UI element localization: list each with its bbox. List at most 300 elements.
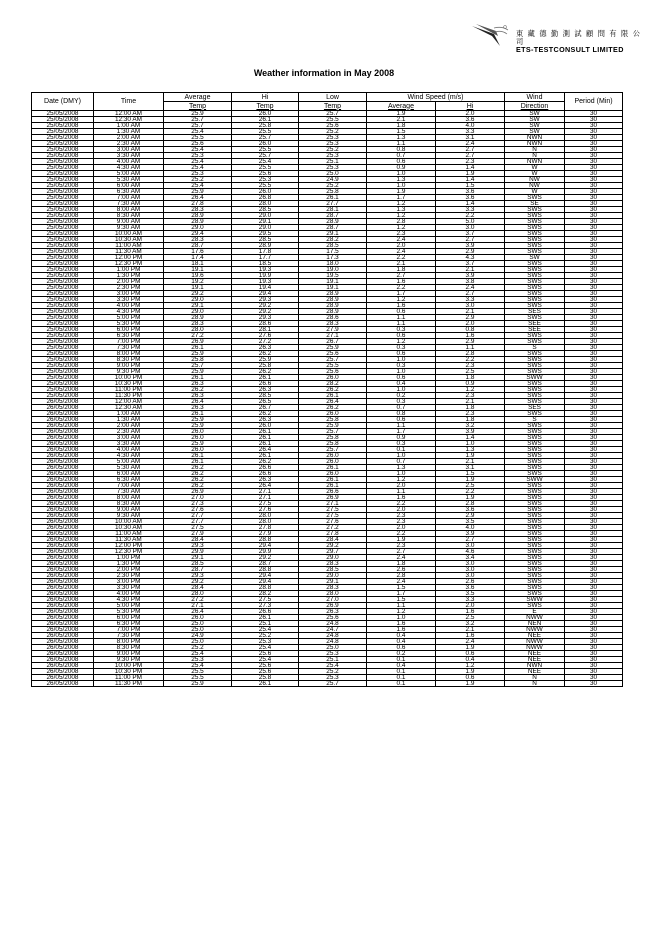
cell-date: 26/05/2008: [32, 507, 94, 513]
cell-wind-direction: SE: [505, 201, 565, 207]
cell-avg-temp: 29.0: [164, 225, 232, 231]
cell-wind-hi: 1.4: [436, 435, 505, 441]
cell-wind-avg: 0.3: [367, 363, 436, 369]
cell-wind-hi: 2.2: [436, 213, 505, 219]
cell-wind-avg: 1.5: [367, 129, 436, 135]
cell-period: 30: [565, 621, 623, 627]
cell-time: 3:30 AM: [94, 153, 164, 159]
cell-wind-avg: 1.0: [367, 369, 436, 375]
cell-period: 30: [565, 243, 623, 249]
cell-wind-hi: 1.6: [436, 333, 505, 339]
cell-hi-temp: 26.1: [232, 681, 299, 687]
cell-period: 30: [565, 189, 623, 195]
cell-wind-direction: NEN: [505, 621, 565, 627]
cell-avg-temp: 26.4: [164, 195, 232, 201]
cell-time: 2:00 AM: [94, 135, 164, 141]
cell-hi-temp: 29.4: [232, 579, 299, 585]
cell-wind-direction: SWS: [505, 399, 565, 405]
table-row: [32, 141, 623, 147]
cell-period: 30: [565, 435, 623, 441]
cell-low-temp: 28.9: [299, 309, 367, 315]
cell-time: 12:30 AM: [94, 405, 164, 411]
cell-period: 30: [565, 579, 623, 585]
cell-period: 30: [565, 543, 623, 549]
cell-period: 30: [565, 381, 623, 387]
cell-time: 1:30 PM: [94, 561, 164, 567]
cell-time: 8:00 PM: [94, 639, 164, 645]
cell-wind-hi: 3.6: [436, 189, 505, 195]
cell-hi-temp: 28.5: [232, 393, 299, 399]
table-row: [32, 441, 623, 447]
cell-avg-temp: 26.9: [164, 339, 232, 345]
cell-wind-hi: 1.9: [436, 171, 505, 177]
cell-low-temp: 25.7: [299, 357, 367, 363]
cell-wind-direction: SWS: [505, 537, 565, 543]
cell-date: 25/05/2008: [32, 207, 94, 213]
cell-wind-direction: S: [505, 417, 565, 423]
cell-avg-temp: 27.8: [164, 201, 232, 207]
cell-time: 3:30 PM: [94, 297, 164, 303]
cell-time: 3:00 AM: [94, 147, 164, 153]
cell-time: 12:00 PM: [94, 255, 164, 261]
cell-wind-direction: NEE: [505, 633, 565, 639]
cell-date: 26/05/2008: [32, 657, 94, 663]
table-row: [32, 621, 623, 627]
cell-time: 10:00 PM: [94, 375, 164, 381]
cell-hi-temp: 26.7: [232, 405, 299, 411]
cell-avg-temp: 27.0: [164, 495, 232, 501]
cell-hi-temp: 26.3: [232, 417, 299, 423]
cell-low-temp: 24.8: [299, 633, 367, 639]
cell-hi-temp: 25.1: [232, 621, 299, 627]
cell-wind-direction: SWS: [505, 591, 565, 597]
cell-hi-temp: 26.6: [232, 471, 299, 477]
cell-wind-direction: SWS: [505, 513, 565, 519]
table-row: [32, 381, 623, 387]
cell-avg-temp: 25.9: [164, 369, 232, 375]
cell-period: 30: [565, 537, 623, 543]
cell-wind-hi: 3.0: [436, 225, 505, 231]
cell-time: 12:30 PM: [94, 261, 164, 267]
cell-wind-hi: 0.8: [436, 327, 505, 333]
cell-avg-temp: 26.0: [164, 435, 232, 441]
cell-low-temp: 26.1: [299, 393, 367, 399]
cell-avg-temp: 25.2: [164, 645, 232, 651]
cell-period: 30: [565, 459, 623, 465]
cell-wind-direction: SWS: [505, 441, 565, 447]
cell-time: 2:30 AM: [94, 429, 164, 435]
cell-wind-hi: 3.7: [436, 231, 505, 237]
cell-period: 30: [565, 513, 623, 519]
cell-hi-temp: 26.3: [232, 477, 299, 483]
cell-wind-hi: 1.9: [436, 681, 505, 687]
cell-time: 5:00 PM: [94, 315, 164, 321]
cell-wind-direction: SWS: [505, 483, 565, 489]
cell-low-temp: 29.1: [299, 579, 367, 585]
cell-wind-avg: 2.4: [367, 249, 436, 255]
cell-time: 7:00 PM: [94, 627, 164, 633]
table-row: [32, 681, 623, 687]
cell-period: 30: [565, 255, 623, 261]
cell-period: 30: [565, 297, 623, 303]
cell-wind-direction: SWW: [505, 375, 565, 381]
cell-avg-temp: 28.5: [164, 561, 232, 567]
cell-avg-temp: 29.1: [164, 555, 232, 561]
cell-date: 26/05/2008: [32, 543, 94, 549]
cell-wind-hi: 2.7: [436, 537, 505, 543]
cell-wind-direction: SWS: [505, 519, 565, 525]
cell-wind-avg: 2.1: [367, 261, 436, 267]
table-row: [32, 129, 623, 135]
cell-wind-hi: 1.8: [436, 375, 505, 381]
cell-time: 2:30 AM: [94, 141, 164, 147]
cell-wind-direction: SWS: [505, 507, 565, 513]
cell-avg-temp: 27.1: [164, 603, 232, 609]
cell-avg-temp: 26.2: [164, 471, 232, 477]
cell-date: 25/05/2008: [32, 201, 94, 207]
cell-period: 30: [565, 249, 623, 255]
cell-avg-temp: 27.5: [164, 525, 232, 531]
table-row: [32, 669, 623, 675]
cell-wind-direction: SWS: [505, 525, 565, 531]
cell-wind-avg: 1.8: [367, 267, 436, 273]
cell-low-temp: 28.9: [299, 297, 367, 303]
cell-wind-avg: 2.4: [367, 579, 436, 585]
cell-avg-temp: 26.4: [164, 609, 232, 615]
cell-date: 25/05/2008: [32, 111, 94, 117]
cell-time: 9:00 AM: [94, 219, 164, 225]
cell-date: 26/05/2008: [32, 603, 94, 609]
cell-wind-hi: 3.9: [436, 273, 505, 279]
cell-date: 26/05/2008: [32, 597, 94, 603]
cell-time: 10:30 AM: [94, 525, 164, 531]
cell-period: 30: [565, 477, 623, 483]
cell-low-temp: 17.5: [299, 249, 367, 255]
cell-wind-direction: NWN: [505, 135, 565, 141]
cell-time: 9:30 PM: [94, 657, 164, 663]
cell-time: 4:00 AM: [94, 159, 164, 165]
cell-time: 9:30 AM: [94, 513, 164, 519]
cell-time: 6:00 AM: [94, 183, 164, 189]
cell-wind-hi: 1.3: [436, 447, 505, 453]
cell-date: 25/05/2008: [32, 267, 94, 273]
cell-date: 25/05/2008: [32, 387, 94, 393]
header-time: Time: [94, 93, 164, 111]
header-date: Date (DMY): [32, 93, 94, 111]
cell-time: 12:30 PM: [94, 549, 164, 555]
cell-period: 30: [565, 447, 623, 453]
cell-hi-temp: 25.4: [232, 645, 299, 651]
cell-time: 12:00 PM: [94, 543, 164, 549]
cell-hi-temp: 27.3: [232, 603, 299, 609]
cell-low-temp: 28.1: [299, 207, 367, 213]
cell-date: 26/05/2008: [32, 453, 94, 459]
cell-date: 26/05/2008: [32, 639, 94, 645]
cell-period: 30: [565, 657, 623, 663]
cell-wind-avg: 2.8: [367, 219, 436, 225]
cell-wind-hi: 2.5: [436, 615, 505, 621]
cell-wind-hi: 3.6: [436, 585, 505, 591]
cell-low-temp: 25.1: [299, 657, 367, 663]
cell-time: 2:00 PM: [94, 567, 164, 573]
cell-time: 10:30 AM: [94, 237, 164, 243]
cell-date: 26/05/2008: [32, 669, 94, 675]
table-row: [32, 477, 623, 483]
cell-wind-hi: 1.2: [436, 663, 505, 669]
cell-wind-direction: SWS: [505, 393, 565, 399]
cell-wind-hi: 1.4: [436, 201, 505, 207]
cell-hi-temp: 25.5: [232, 129, 299, 135]
cell-wind-direction: SES: [505, 309, 565, 315]
cell-wind-avg: 1.0: [367, 615, 436, 621]
cell-hi-temp: 25.8: [232, 363, 299, 369]
cell-period: 30: [565, 651, 623, 657]
cell-low-temp: 27.9: [299, 327, 367, 333]
cell-low-temp: 26.1: [299, 465, 367, 471]
cell-low-temp: 26.1: [299, 195, 367, 201]
cell-wind-avg: 1.9: [367, 111, 436, 117]
cell-wind-hi: 2.4: [436, 285, 505, 291]
table-row: [32, 207, 623, 213]
cell-hi-temp: 26.1: [232, 453, 299, 459]
cell-wind-direction: SWS: [505, 471, 565, 477]
cell-avg-temp: 25.9: [164, 423, 232, 429]
cell-wind-direction: N: [505, 675, 565, 681]
cell-date: 26/05/2008: [32, 633, 94, 639]
table-row: [32, 591, 623, 597]
cell-low-temp: 24.8: [299, 639, 367, 645]
cell-wind-hi: 3.5: [436, 519, 505, 525]
table-row: [32, 309, 623, 315]
cell-period: 30: [565, 267, 623, 273]
company-name-english: ETS-TESTCONSULT LIMITED: [516, 45, 624, 54]
cell-wind-hi: 2.3: [436, 363, 505, 369]
cell-low-temp: 27.8: [299, 531, 367, 537]
table-row: [32, 585, 623, 591]
cell-time: 12:00 AM: [94, 399, 164, 405]
cell-low-temp: 25.6: [299, 369, 367, 375]
cell-wind-avg: 1.2: [367, 201, 436, 207]
cell-avg-temp: 19.2: [164, 279, 232, 285]
cell-time: 7:00 AM: [94, 483, 164, 489]
cell-time: 8:30 PM: [94, 357, 164, 363]
cell-date: 25/05/2008: [32, 285, 94, 291]
cell-avg-temp: 26.3: [164, 381, 232, 387]
cell-wind-avg: 0.9: [367, 435, 436, 441]
cell-wind-direction: NW: [505, 183, 565, 189]
table-row: [32, 375, 623, 381]
cell-wind-hi: 2.7: [436, 147, 505, 153]
table-row: [32, 459, 623, 465]
cell-wind-hi: 3.9: [436, 531, 505, 537]
table-row: [32, 471, 623, 477]
cell-wind-hi: 3.9: [436, 429, 505, 435]
cell-avg-temp: 25.7: [164, 117, 232, 123]
cell-wind-hi: 3.2: [436, 621, 505, 627]
cell-date: 25/05/2008: [32, 357, 94, 363]
cell-wind-hi: 2.5: [436, 483, 505, 489]
cell-low-temp: 26.9: [299, 495, 367, 501]
cell-wind-hi: 1.5: [436, 183, 505, 189]
cell-period: 30: [565, 489, 623, 495]
cell-wind-hi: 2.0: [436, 603, 505, 609]
cell-hi-temp: 26.6: [232, 609, 299, 615]
cell-time: 5:00 PM: [94, 603, 164, 609]
cell-wind-avg: 0.1: [367, 669, 436, 675]
cell-wind-avg: 2.8: [367, 573, 436, 579]
cell-period: 30: [565, 315, 623, 321]
cell-low-temp: 25.2: [299, 669, 367, 675]
cell-time: 4:30 PM: [94, 309, 164, 315]
cell-hi-temp: 27.6: [232, 507, 299, 513]
cell-wind-hi: 1.1: [436, 345, 505, 351]
cell-wind-hi: 1.2: [436, 387, 505, 393]
cell-date: 26/05/2008: [32, 477, 94, 483]
cell-wind-avg: 1.2: [367, 609, 436, 615]
cell-wind-avg: 1.0: [367, 387, 436, 393]
cell-low-temp: 27.5: [299, 513, 367, 519]
cell-wind-direction: E: [505, 609, 565, 615]
cell-wind-direction: W: [505, 189, 565, 195]
cell-hi-temp: 26.1: [232, 117, 299, 123]
cell-hi-temp: 25.5: [232, 165, 299, 171]
table-row: [32, 369, 623, 375]
cell-low-temp: 27.1: [299, 501, 367, 507]
cell-time: 6:30 AM: [94, 477, 164, 483]
table-row: [32, 435, 623, 441]
cell-period: 30: [565, 213, 623, 219]
cell-avg-temp: 28.7: [164, 567, 232, 573]
table-row: [32, 267, 623, 273]
cell-date: 25/05/2008: [32, 225, 94, 231]
cell-hi-temp: 26.4: [232, 483, 299, 489]
cell-wind-direction: SW: [505, 255, 565, 261]
cell-wind-hi: 2.8: [436, 501, 505, 507]
cell-low-temp: 25.1: [299, 159, 367, 165]
cell-wind-avg: 0.7: [367, 405, 436, 411]
cell-date: 25/05/2008: [32, 249, 94, 255]
cell-wind-direction: SEE: [505, 327, 565, 333]
cell-avg-temp: 25.4: [164, 183, 232, 189]
cell-period: 30: [565, 585, 623, 591]
page-title: Weather information in May 2008: [253, 68, 395, 78]
cell-date: 25/05/2008: [32, 309, 94, 315]
cell-wind-avg: 2.2: [367, 531, 436, 537]
cell-wind-avg: 0.6: [367, 375, 436, 381]
cell-low-temp: 26.0: [299, 471, 367, 477]
cell-wind-hi: 3.9: [436, 243, 505, 249]
cell-wind-avg: 1.1: [367, 603, 436, 609]
cell-wind-avg: 1.2: [367, 297, 436, 303]
cell-hi-temp: 25.3: [232, 177, 299, 183]
cell-period: 30: [565, 411, 623, 417]
cell-low-temp: 29.2: [299, 543, 367, 549]
cell-wind-avg: 1.6: [367, 627, 436, 633]
cell-wind-direction: SWS: [505, 261, 565, 267]
cell-avg-temp: 25.7: [164, 363, 232, 369]
cell-low-temp: 25.7: [299, 681, 367, 687]
cell-avg-temp: 29.3: [164, 543, 232, 549]
cell-hi-temp: 26.1: [232, 429, 299, 435]
cell-wind-hi: 1.9: [436, 669, 505, 675]
cell-avg-temp: 17.6: [164, 249, 232, 255]
cell-low-temp: 25.3: [299, 675, 367, 681]
cell-date: 26/05/2008: [32, 471, 94, 477]
cell-wind-hi: 3.0: [436, 561, 505, 567]
cell-date: 26/05/2008: [32, 459, 94, 465]
cell-time: 5:30 AM: [94, 177, 164, 183]
table-row: [32, 123, 623, 129]
cell-avg-temp: 25.4: [164, 159, 232, 165]
cell-date: 26/05/2008: [32, 525, 94, 531]
cell-wind-hi: 3.1: [436, 135, 505, 141]
cell-date: 26/05/2008: [32, 489, 94, 495]
cell-wind-avg: 0.6: [367, 351, 436, 357]
table-row: [32, 135, 623, 141]
table-row: [32, 483, 623, 489]
cell-wind-avg: 1.1: [367, 315, 436, 321]
cell-avg-temp: 28.3: [164, 237, 232, 243]
table-row: [32, 219, 623, 225]
cell-date: 25/05/2008: [32, 237, 94, 243]
cell-date: 26/05/2008: [32, 411, 94, 417]
cell-date: 26/05/2008: [32, 537, 94, 543]
table-row: [32, 273, 623, 279]
cell-date: 25/05/2008: [32, 327, 94, 333]
cell-wind-hi: 2.1: [436, 309, 505, 315]
cell-low-temp: 28.7: [299, 213, 367, 219]
cell-time: 1:00 PM: [94, 555, 164, 561]
cell-wind-hi: 1.9: [436, 477, 505, 483]
cell-period: 30: [565, 129, 623, 135]
table-row: [32, 231, 623, 237]
cell-hi-temp: 29.0: [232, 225, 299, 231]
cell-wind-avg: 2.3: [367, 543, 436, 549]
cell-date: 26/05/2008: [32, 663, 94, 669]
cell-hi-temp: 26.1: [232, 435, 299, 441]
cell-low-temp: 28.2: [299, 381, 367, 387]
cell-date: 26/05/2008: [32, 645, 94, 651]
cell-avg-temp: 28.9: [164, 315, 232, 321]
cell-wind-hi: 4.0: [436, 123, 505, 129]
table-row: [32, 627, 623, 633]
cell-wind-avg: 1.6: [367, 621, 436, 627]
cell-period: 30: [565, 153, 623, 159]
cell-low-temp: 29.0: [299, 573, 367, 579]
cell-time: 6:00 AM: [94, 471, 164, 477]
cell-period: 30: [565, 549, 623, 555]
cell-avg-temp: 28.4: [164, 585, 232, 591]
cell-date: 25/05/2008: [32, 243, 94, 249]
cell-wind-direction: NWN: [505, 141, 565, 147]
cell-hi-temp: 25.9: [232, 357, 299, 363]
table-row: [32, 321, 623, 327]
cell-period: 30: [565, 177, 623, 183]
cell-period: 30: [565, 495, 623, 501]
cell-time: 3:30 PM: [94, 585, 164, 591]
cell-time: 1:00 PM: [94, 267, 164, 273]
cell-date: 25/05/2008: [32, 189, 94, 195]
cell-time: 8:30 PM: [94, 645, 164, 651]
cell-hi-temp: 19.3: [232, 267, 299, 273]
cell-date: 25/05/2008: [32, 297, 94, 303]
table-row: [32, 549, 623, 555]
table-row: [32, 501, 623, 507]
cell-avg-temp: 24.9: [164, 633, 232, 639]
cell-date: 26/05/2008: [32, 573, 94, 579]
cell-period: 30: [565, 573, 623, 579]
cell-avg-temp: 28.0: [164, 327, 232, 333]
